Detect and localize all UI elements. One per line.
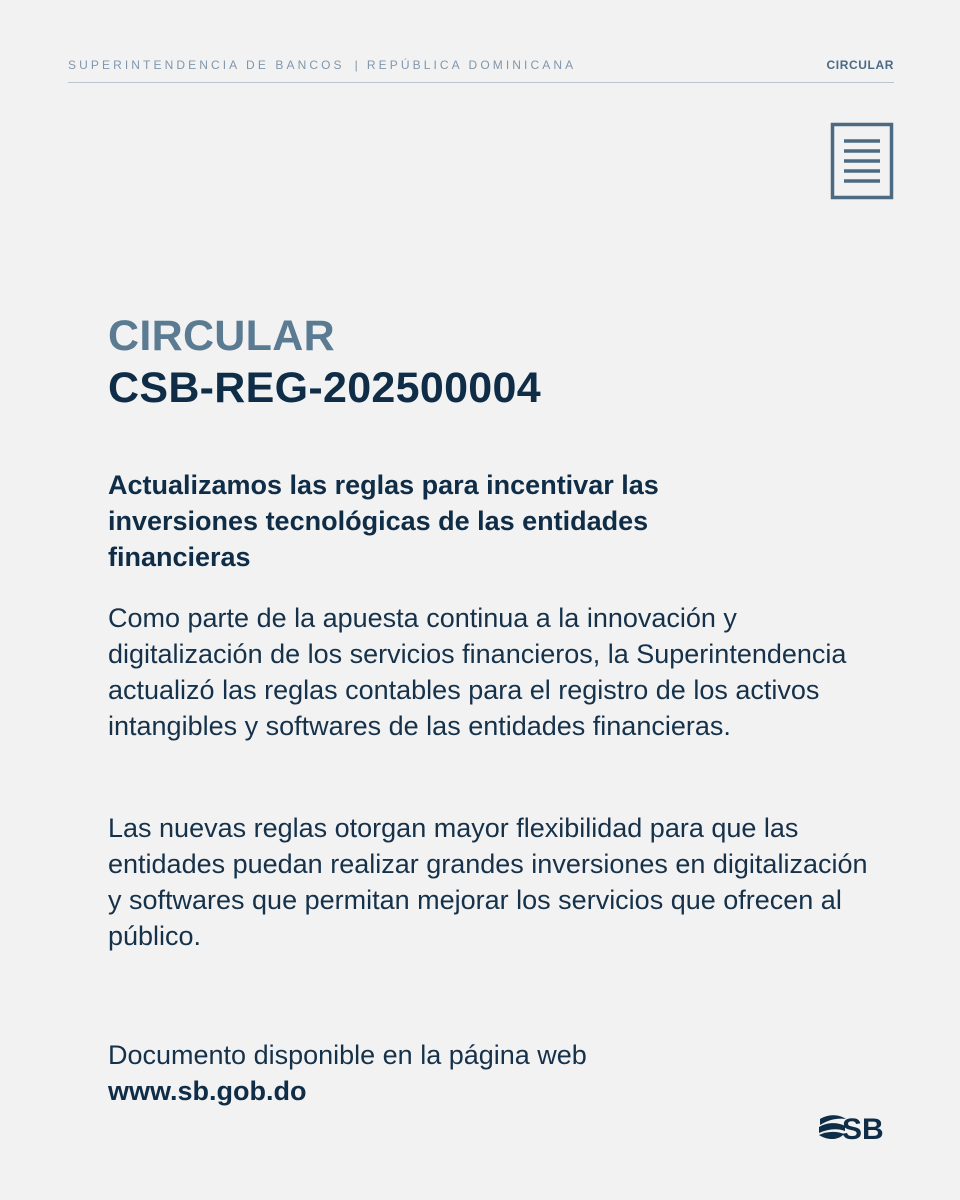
document-icon [830,122,894,200]
header-org: SUPERINTENDENCIA DE BANCOS [68,58,345,72]
header-doc-type: CIRCULAR [826,58,894,72]
website-link[interactable]: www.sb.gob.do [108,1076,307,1106]
body-paragraph-1: Como parte de la apuesta continua a la innovación y digitalización de los servicios financieros, la Superintendencia actualizó las reglas contables para el registro de los activos intangibles y softwares de las entidades financieras. [108,603,847,741]
footer-availability-text: Documento disponible en la página web [108,1040,587,1070]
subtitle-heading: Actualizamos las reglas para incentivar las inversiones tecnológicas de las entidades financieras [108,470,659,572]
title-doc-type: CIRCULAR [108,312,335,360]
sb-logo [818,1112,894,1142]
logo-text: SB [842,1113,884,1142]
header-bar [68,58,894,83]
header-country: REPÚBLICA DOMINICANA [366,58,577,72]
header-separator: | [354,58,361,72]
body-paragraph-2: Las nuevas reglas otorgan mayor flexibilidad para que las entidades puedan realizar grandes inversiones en digitalización y softwares que permitan mejorar los servicios que ofrecen al público. [108,813,868,951]
header-org-line [68,58,576,72]
title-doc-number: CSB-REG-202500004 [108,364,541,412]
